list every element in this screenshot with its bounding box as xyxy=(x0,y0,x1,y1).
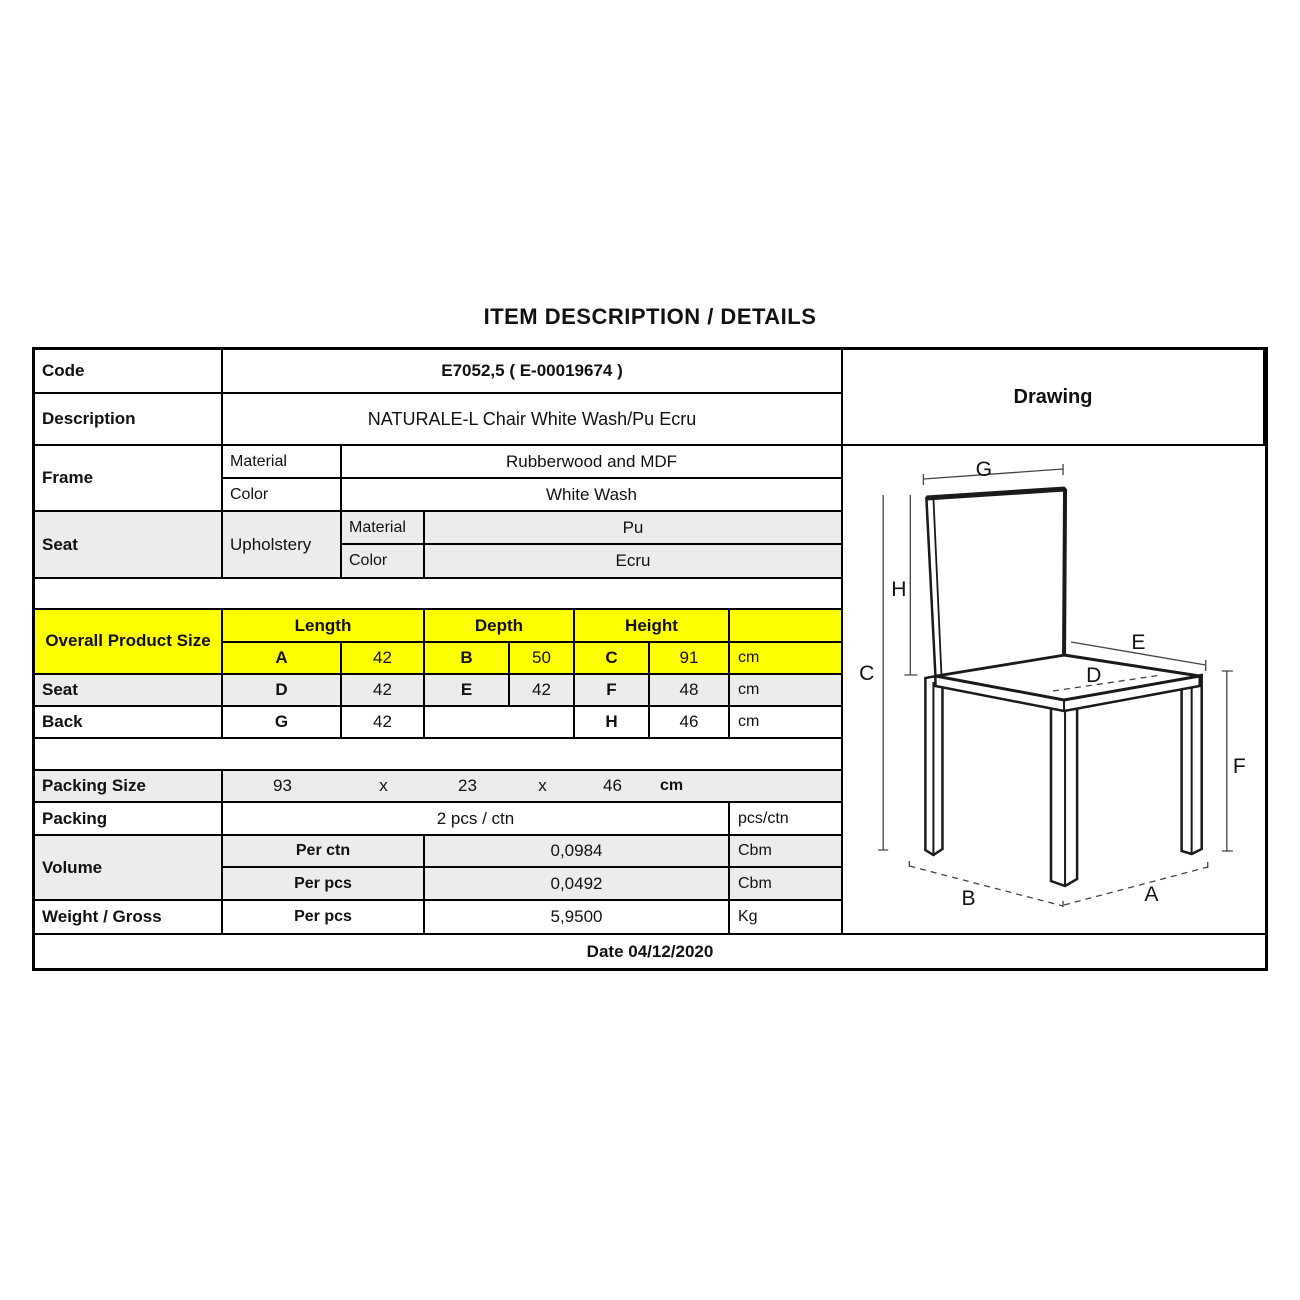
back-dims-unit: cm xyxy=(730,707,843,739)
packing-unit: pcs/ctn xyxy=(730,803,843,836)
dim-a-letter: A xyxy=(223,643,342,675)
volume-unit-ctn: Cbm xyxy=(730,836,843,868)
height-header: Height xyxy=(575,610,730,643)
dim-b-letter: B xyxy=(425,643,510,675)
dim-c-value: 91 xyxy=(650,643,730,675)
spec-table xyxy=(32,347,1268,971)
weight-value: 5,9500 xyxy=(425,901,730,935)
seat-color-label: Color xyxy=(342,545,425,579)
dim-label-h: H xyxy=(891,578,907,601)
depth-header: Depth xyxy=(425,610,575,643)
back-dims-empty xyxy=(425,707,575,739)
dim-f-value: 48 xyxy=(650,675,730,707)
frame-color-label: Color xyxy=(223,479,342,512)
dim-b-value: 50 xyxy=(510,643,575,675)
dim-f-letter: F xyxy=(575,675,650,707)
weight-label: Weight / Gross xyxy=(35,901,223,935)
overall-unit: cm xyxy=(730,643,843,675)
frame-material-value: Rubberwood and MDF xyxy=(342,446,843,479)
description-value: NATURALE-L Chair White Wash/Pu Ecru xyxy=(223,394,843,446)
spacer-row xyxy=(35,739,843,771)
dim-e-letter: E xyxy=(425,675,510,707)
dim-label-c: C xyxy=(859,662,875,685)
dim-d-letter: D xyxy=(223,675,342,707)
chair-drawing xyxy=(843,446,1265,933)
volume-per-pcs-value: 0,0492 xyxy=(425,868,730,901)
dim-a-value: 42 xyxy=(342,643,425,675)
packing-size-v1: 93 xyxy=(273,776,292,795)
packing-size-sep1: x xyxy=(379,776,388,795)
seat-material-value: Pu xyxy=(425,512,843,545)
packing-size-sep2: x xyxy=(538,776,547,795)
drawing-cell xyxy=(843,446,1265,935)
packing-size-label: Packing Size xyxy=(35,771,223,803)
dim-g-letter: G xyxy=(223,707,342,739)
dim-label-g: G xyxy=(975,458,993,481)
seat-dims-label: Seat xyxy=(35,675,223,707)
code-label: Code xyxy=(35,350,223,394)
dim-label-a: A xyxy=(1144,883,1159,906)
dim-line-a xyxy=(1064,862,1208,905)
volume-label: Volume xyxy=(35,836,223,901)
dim-g-value: 42 xyxy=(342,707,425,739)
seat-upholstery-label: Upholstery xyxy=(223,512,342,579)
unit-header-empty xyxy=(730,610,843,643)
frame-color-value: White Wash xyxy=(342,479,843,512)
dim-line-f xyxy=(1222,671,1233,851)
frame-label: Frame xyxy=(35,446,223,512)
dim-d-value: 42 xyxy=(342,675,425,707)
back-dims-label: Back xyxy=(35,707,223,739)
packing-size-v2: 23 xyxy=(458,776,477,795)
seat-label: Seat xyxy=(35,512,223,579)
packing-size-values xyxy=(223,771,841,801)
drawing-header: Drawing xyxy=(843,350,1265,446)
weight-unit: Kg xyxy=(730,901,843,935)
dim-label-e: E xyxy=(1131,631,1146,654)
packing-size-value xyxy=(223,771,843,803)
dim-label-b: B xyxy=(961,887,976,910)
description-label: Description xyxy=(35,394,223,446)
length-header: Length xyxy=(223,610,425,643)
packing-label: Packing xyxy=(35,803,223,836)
volume-per-ctn-label: Per ctn xyxy=(223,836,425,868)
dim-line-c xyxy=(878,495,888,850)
spacer-row xyxy=(35,579,843,610)
page-title: ITEM DESCRIPTION / DETAILS xyxy=(483,304,817,329)
code-value: E7052,5 ( E-00019674 ) xyxy=(223,350,843,394)
volume-unit-pcs: Cbm xyxy=(730,868,843,901)
dim-h-value: 46 xyxy=(650,707,730,739)
dim-h-letter: H xyxy=(575,707,650,739)
dim-line-g xyxy=(923,464,1063,485)
dim-label-d: D xyxy=(1086,664,1102,687)
packing-size-v3: 46 xyxy=(603,776,622,795)
overall-size-label: Overall Product Size xyxy=(35,610,223,675)
dim-line-b xyxy=(909,861,1063,912)
seat-color-value: Ecru xyxy=(425,545,843,579)
dim-label-f: F xyxy=(1232,755,1246,778)
packing-size-unit: cm xyxy=(660,777,684,794)
volume-per-ctn-value: 0,0984 xyxy=(425,836,730,868)
seat-dims-unit: cm xyxy=(730,675,843,707)
chair-back xyxy=(926,489,1065,676)
volume-per-pcs-label: Per pcs xyxy=(223,868,425,901)
date-row: Date 04/12/2020 xyxy=(586,941,714,961)
weight-per-pcs-label: Per pcs xyxy=(223,901,425,935)
dim-c-letter: C xyxy=(575,643,650,675)
packing-value: 2 pcs / ctn xyxy=(223,803,730,836)
frame-material-label: Material xyxy=(223,446,342,479)
dim-e-value: 42 xyxy=(510,675,575,707)
seat-material-label: Material xyxy=(342,512,425,545)
